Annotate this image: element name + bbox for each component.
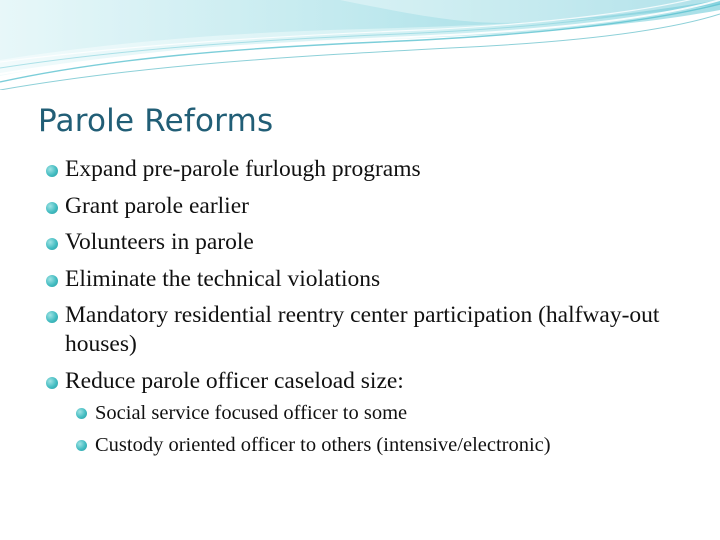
teal-circle-bullet-icon	[46, 377, 58, 389]
bullet-item	[44, 367, 704, 459]
bullet-text: Volunteers in parole	[65, 229, 254, 255]
teal-circle-bullet-icon	[46, 165, 58, 177]
teal-circle-bullet-icon	[46, 311, 58, 323]
teal-circle-bullet-icon	[46, 238, 58, 250]
bullet-text: Eliminate the technical violations	[65, 265, 381, 292]
sub-bullet-text: Social service focused officer to some	[95, 401, 408, 424]
bullet-item	[44, 155, 704, 184]
bullet-text: Reduce parole officer caseload size:	[65, 367, 404, 394]
bullet-item	[44, 192, 704, 221]
header-wave-decoration	[0, 0, 720, 90]
sub-bullet-list	[74, 400, 704, 459]
bullet-text: Grant parole earlier	[65, 192, 249, 219]
bullet-item	[44, 228, 704, 257]
bullet-item	[44, 301, 704, 359]
slide-title: Parole Reforms	[38, 103, 274, 139]
bullet-list	[44, 155, 704, 466]
teal-circle-bullet-icon	[76, 440, 87, 451]
bullet-item	[44, 265, 704, 294]
sub-bullet-text: Custody oriented officer to others (intensive/electronic)	[95, 433, 551, 456]
bullet-text: Mandatory residential reentry center participation (halfway-out houses)	[65, 302, 660, 357]
teal-circle-bullet-icon	[76, 408, 87, 419]
bullet-text: Expand pre-parole furlough programs	[65, 156, 421, 182]
teal-circle-bullet-icon	[46, 202, 58, 214]
sub-bullet-item	[74, 400, 704, 427]
teal-circle-bullet-icon	[46, 275, 58, 287]
sub-bullet-item	[74, 432, 704, 459]
